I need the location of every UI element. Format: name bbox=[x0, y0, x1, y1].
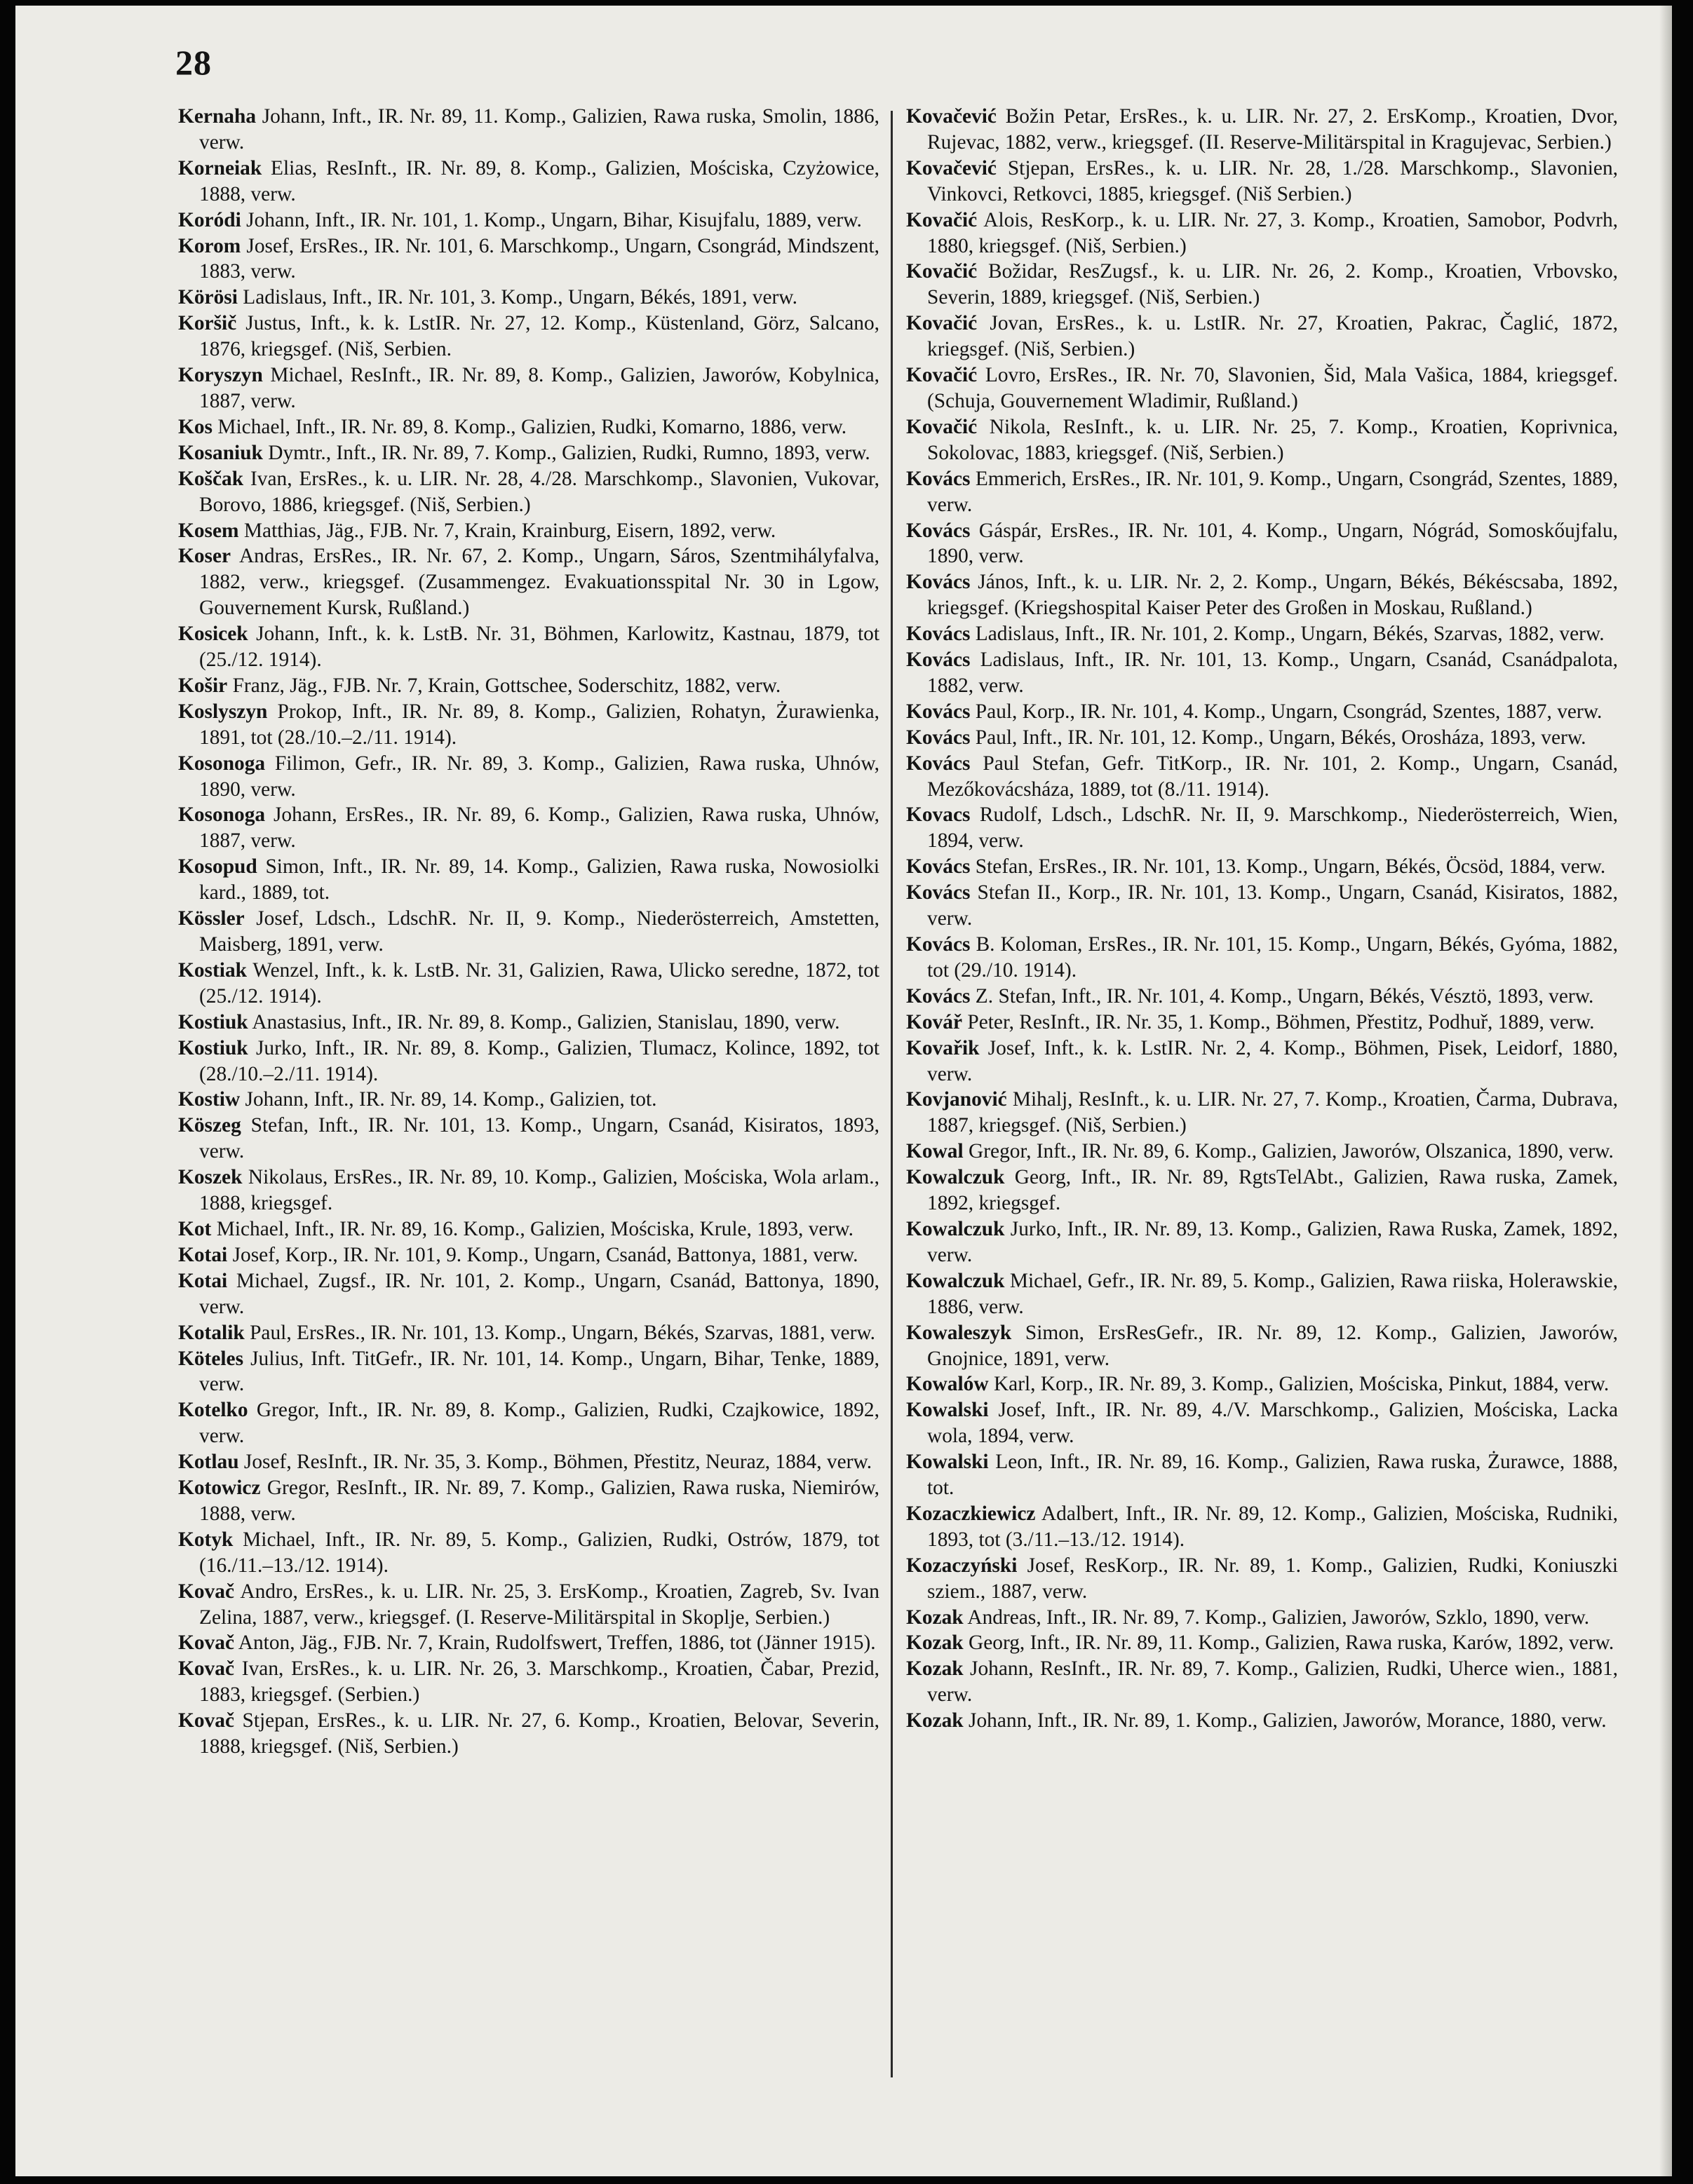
entry-details: Simon, ErsResGefr., IR. Nr. 89, 12. Komp., Galizien, Jaworów, Gnojnice, 1891, verw. bbox=[927, 1321, 1618, 1370]
entry-surname: Koryszyn bbox=[178, 364, 263, 387]
entry-surname: Kosonoga bbox=[178, 752, 266, 775]
entry-details: Johann, ErsRes., IR. Nr. 89, 6. Komp., Galizien, Rawa ruska, Uhnów, 1887, verw. bbox=[199, 803, 879, 853]
entry-details: Ladislaus, Inft., IR. Nr. 101, 2. Komp., Ungarn, Békés, Szarvas, 1882, verw. bbox=[975, 623, 1605, 646]
register-entry bbox=[906, 699, 1618, 725]
register-entry bbox=[906, 984, 1618, 1010]
register-entry bbox=[178, 1449, 879, 1475]
entry-surname: Körösi bbox=[178, 286, 238, 309]
entry-surname: Kot bbox=[178, 1217, 212, 1240]
register-entry bbox=[906, 1320, 1618, 1372]
entry-details: Wenzel, Inft., k. k. LstB. Nr. 31, Galizien, Rawa, Ulicko seredne, 1872, tot (25./12. 1914). bbox=[199, 958, 879, 1008]
document-page bbox=[15, 6, 1672, 2176]
entry-surname: Kozak bbox=[906, 1709, 964, 1732]
entry-details: Elias, ResInft., IR. Nr. 89, 8. Komp., Galizien, Mościska, Czyżowice, 1888, verw. bbox=[199, 156, 879, 205]
register-entry bbox=[178, 543, 879, 621]
entry-surname: Koródi bbox=[178, 208, 241, 231]
register-entry bbox=[178, 1656, 879, 1708]
entry-surname: Kovács bbox=[906, 623, 971, 646]
register-entry bbox=[178, 1579, 879, 1631]
entry-surname: Kovačević bbox=[906, 105, 997, 128]
register-entry bbox=[906, 466, 1618, 518]
entry-details: Johann, Inft., IR. Nr. 101, 1. Komp., Ungarn, Bihar, Kisujfalu, 1889, verw. bbox=[246, 208, 862, 231]
register-entry bbox=[178, 1630, 879, 1656]
register-entry bbox=[906, 1501, 1618, 1553]
entry-details: Ladislaus, Inft., IR. Nr. 101, 3. Komp., Ungarn, Békés, 1891, verw. bbox=[243, 286, 797, 309]
register-entry bbox=[178, 673, 879, 699]
entry-details: Karl, Korp., IR. Nr. 89, 3. Komp., Galizien, Mościska, Pinkut, 1884, verw. bbox=[993, 1373, 1610, 1396]
entry-details: Josef, ResInft., IR. Nr. 35, 3. Komp., Böhmen, Přestitz, Neuraz, 1884, verw. bbox=[243, 1451, 872, 1474]
register-entry bbox=[178, 906, 879, 958]
register-entry bbox=[178, 1708, 879, 1760]
page-edge-shadow bbox=[1659, 6, 1672, 2176]
register-entry bbox=[906, 311, 1618, 362]
entry-details: Gregor, Inft., IR. Nr. 89, 6. Komp., Galizien, Jaworów, Olszanica, 1890, verw. bbox=[969, 1140, 1614, 1163]
register-entry bbox=[906, 1371, 1618, 1397]
entry-details: Mihalj, ResInft., k. u. LIR. Nr. 27, 7. Komp., Kroatien, Čarma, Dubrava, 1887, kriegsgef. (Niš, Serbien.) bbox=[927, 1088, 1618, 1137]
entry-details: Gregor, ResInft., IR. Nr. 89, 7. Komp., Galizien, Rawa ruska, Niemirów, 1888, verw. bbox=[199, 1477, 879, 1525]
entry-details: Georg, Inft., IR. Nr. 89, 11. Komp., Galizien, Rawa ruska, Karów, 1892, verw. bbox=[969, 1632, 1614, 1655]
entry-surname: Kovačević bbox=[906, 156, 997, 179]
entry-surname: Kowaleszyk bbox=[906, 1321, 1012, 1344]
register-entry bbox=[178, 466, 879, 518]
entry-surname: Kovács bbox=[906, 700, 971, 723]
register-entry bbox=[906, 259, 1618, 311]
entry-surname: Kos bbox=[178, 415, 213, 438]
entry-surname: Kowal bbox=[906, 1140, 964, 1163]
register-entry bbox=[906, 932, 1618, 984]
register-entry bbox=[906, 751, 1618, 803]
entry-surname: Kovačić bbox=[906, 260, 978, 283]
entry-surname: Kovačić bbox=[906, 208, 978, 231]
register-entry bbox=[906, 1397, 1618, 1449]
entry-details: Stefan, ErsRes., IR. Nr. 101, 13. Komp., Ungarn, Békés, Öcsöd, 1884, verw. bbox=[975, 855, 1606, 879]
entry-surname: Kovács bbox=[906, 571, 971, 594]
register-entry bbox=[178, 362, 879, 414]
entry-surname: Koslyszyn bbox=[178, 700, 268, 723]
entry-details: Anton, Jäg., FJB. Nr. 7, Krain, Rudolfswert, Treffen, 1886, tot (Jänner 1915). bbox=[238, 1632, 876, 1655]
register-entry bbox=[178, 233, 879, 285]
entry-surname: Kotai bbox=[178, 1269, 228, 1292]
entry-surname: Kovacs bbox=[906, 803, 971, 827]
register-entry bbox=[906, 104, 1618, 156]
entry-surname: Kössler bbox=[178, 907, 245, 930]
entry-details: Josef, Inft., IR. Nr. 89, 4./V. Marschkomp., Galizien, Mościska, Lacka wola, 1894, verw. bbox=[927, 1399, 1618, 1448]
register-entry bbox=[906, 1216, 1618, 1268]
entry-surname: Košir bbox=[178, 674, 228, 697]
entry-surname: Kovács bbox=[906, 933, 971, 956]
entry-details: Stjepan, ErsRes., k. u. LIR. Nr. 28, 1./28. Marschkomp., Slavonien, Vinkovci, Retkovci, 1885, kriegsgef. (Niš Serbien.) bbox=[927, 156, 1618, 205]
register-entry bbox=[906, 725, 1618, 751]
entry-details: Paul Stefan, Gefr. TitKorp., IR. Nr. 101, 2. Komp., Ungarn, Csanád, Mezőkovácsháza, 1889, tot (8./11. 1914). bbox=[927, 752, 1618, 801]
entry-surname: Kovács bbox=[906, 984, 971, 1008]
register-entry bbox=[178, 1397, 879, 1449]
register-entry bbox=[906, 802, 1618, 854]
entry-surname: Kowalczuk bbox=[906, 1269, 1005, 1292]
entry-surname: Kovač bbox=[178, 1580, 234, 1603]
entry-details: Michael, ResInft., IR. Nr. 89, 8. Komp., Galizien, Jaworów, Kobylnica, 1887, verw. bbox=[199, 364, 879, 412]
entry-surname: Kosaniuk bbox=[178, 441, 263, 464]
entry-details: Ivan, ErsRes., k. u. LIR. Nr. 28, 4./28. Marschkomp., Slavonien, Vukovar, Borovo, 1886, kriegsgef. (Niš, Serbien.) bbox=[199, 467, 879, 516]
register-entry bbox=[178, 1087, 879, 1113]
entry-surname: Kovács bbox=[906, 726, 971, 749]
entry-surname: Kotelko bbox=[178, 1399, 248, 1422]
register-entry bbox=[906, 1087, 1618, 1139]
entry-surname: Kovařik bbox=[906, 1036, 980, 1059]
register-entry bbox=[906, 362, 1618, 414]
register-entry bbox=[906, 208, 1618, 259]
register-entry bbox=[178, 1036, 879, 1087]
register-entry bbox=[906, 1630, 1618, 1656]
entry-details: Ivan, ErsRes., k. u. LIR. Nr. 26, 3. Marschkomp., Kroatien, Čabar, Prezid, 1883, kriegsgef. (Serbien.) bbox=[199, 1657, 879, 1707]
entry-details: Jurko, Inft., IR. Nr. 89, 13. Komp., Galizien, Rawa Ruska, Zamek, 1892, verw. bbox=[927, 1217, 1618, 1266]
register-entry bbox=[178, 1242, 879, 1268]
register-entry bbox=[906, 880, 1618, 932]
register-entry bbox=[178, 1527, 879, 1579]
entry-surname: Kovač bbox=[178, 1709, 234, 1732]
register-entry bbox=[178, 285, 879, 311]
entry-surname: Kostiuk bbox=[178, 1036, 248, 1059]
entry-details: Z. Stefan, Inft., IR. Nr. 101, 4. Komp., Ungarn, Békés, Vésztö, 1893, verw. bbox=[975, 984, 1594, 1008]
entry-details: Johann, ResInft., IR. Nr. 89, 7. Komp., Galizien, Rudki, Uherce wien., 1881, verw. bbox=[927, 1657, 1618, 1707]
entry-surname: Kozaczkiewicz bbox=[906, 1502, 1036, 1525]
entry-surname: Kotowicz bbox=[178, 1477, 261, 1500]
entry-surname: Kostiw bbox=[178, 1088, 241, 1111]
entry-surname: Köszeg bbox=[178, 1114, 241, 1137]
register-entry bbox=[178, 802, 879, 854]
register-entry bbox=[178, 751, 879, 803]
entry-details: Lovro, ErsRes., IR. Nr. 70, Slavonien, Šid, Mala Vašica, 1884, kriegsgef. (Schuja, Gouvernement Wladimir, Rußland.) bbox=[927, 364, 1618, 412]
register-entry bbox=[178, 958, 879, 1010]
entry-surname: Kozaczyński bbox=[906, 1554, 1018, 1577]
entry-surname: Kowalski bbox=[906, 1399, 989, 1422]
entry-details: Michael, Inft., IR. Nr. 89, 16. Komp., Galizien, Mościska, Krule, 1893, verw. bbox=[216, 1217, 854, 1240]
entry-details: Georg, Inft., IR. Nr. 89, RgtsTelAbt., Galizien, Rawa ruska, Zamek, 1892, kriegsgef. bbox=[927, 1166, 1618, 1215]
right-column bbox=[906, 104, 1618, 1734]
register-entry bbox=[906, 647, 1618, 699]
register-entry bbox=[178, 440, 879, 466]
entry-surname: Kosopud bbox=[178, 855, 257, 879]
register-entry bbox=[178, 518, 879, 544]
entry-details: Josef, Ldsch., LdschR. Nr. II, 9. Komp., Niederösterreich, Amstetten, Maisberg, 1891, verw. bbox=[199, 907, 879, 956]
entry-details: Gregor, Inft., IR. Nr. 89, 8. Komp., Galizien, Rudki, Czajkowice, 1892, verw. bbox=[199, 1399, 879, 1448]
entry-details: Johann, Inft., IR. Nr. 89, 14. Komp., Galizien, tot. bbox=[245, 1088, 657, 1111]
entry-details: Stjepan, ErsRes., k. u. LIR. Nr. 27, 6. Komp., Kroatien, Belovar, Severin, 1888, kriegsgef. (Niš, Serbien.) bbox=[199, 1709, 879, 1758]
register-entry bbox=[178, 1320, 879, 1346]
entry-details: Johann, Inft., IR. Nr. 89, 1. Komp., Galizien, Jaworów, Morance, 1880, verw. bbox=[969, 1709, 1607, 1732]
entry-details: Dymtr., Inft., IR. Nr. 89, 7. Komp., Galizien, Rudki, Rumno, 1893, verw. bbox=[268, 441, 870, 464]
register-entry bbox=[178, 208, 879, 233]
entry-surname: Koščak bbox=[178, 467, 244, 490]
register-entry bbox=[178, 414, 879, 440]
entry-surname: Kowalczuk bbox=[906, 1217, 1005, 1240]
entry-details: Nikola, ResInft., k. u. LIR. Nr. 25, 7. Komp., Kroatien, Koprivnica, Sokolovac, 1883, kriegsgef. (Niš, Serbien.) bbox=[927, 415, 1618, 464]
entry-surname: Kovács bbox=[906, 467, 971, 490]
entry-surname: Kosicek bbox=[178, 623, 248, 646]
register-entry bbox=[178, 1010, 879, 1036]
entry-surname: Kowalów bbox=[906, 1373, 989, 1396]
register-entry bbox=[906, 156, 1618, 208]
entry-surname: Kotalik bbox=[178, 1321, 245, 1344]
entry-details: Julius, Inft. TitGefr., IR. Nr. 101, 14. Komp., Ungarn, Bihar, Tenke, 1889, verw. bbox=[199, 1347, 879, 1396]
entry-surname: Kovács bbox=[906, 649, 971, 672]
entry-surname: Kovačić bbox=[906, 312, 978, 335]
entry-details: Jovan, ErsRes., k. u. LstIR. Nr. 27, Kroatien, Pakrac, Čaglić, 1872, kriegsgef. (Niš, Serbien.) bbox=[927, 312, 1618, 361]
register-entry bbox=[906, 518, 1618, 570]
entry-details: Stefan, Inft., IR. Nr. 101, 13. Komp., Ungarn, Csanád, Kisiratos, 1893, verw. bbox=[199, 1114, 879, 1163]
entry-surname: Kovács bbox=[906, 855, 971, 879]
register-entry bbox=[906, 1010, 1618, 1036]
register-entry bbox=[906, 1165, 1618, 1216]
register-entry bbox=[178, 1475, 879, 1527]
entry-surname: Kozak bbox=[906, 1657, 964, 1681]
entry-details: Andro, ErsRes., k. u. LIR. Nr. 25, 3. ErsKomp., Kroatien, Zagreb, Sv. Ivan Zelina, 1887, verw., kriegsgef. (I. Reserve-Militärspital in Skoplje, Serbien.) bbox=[199, 1580, 879, 1629]
entry-surname: Kozak bbox=[906, 1606, 964, 1629]
register-entry bbox=[178, 1165, 879, 1216]
entry-details: Paul, ErsRes., IR. Nr. 101, 13. Komp., Ungarn, Békés, Szarvas, 1881, verw. bbox=[250, 1321, 876, 1344]
entry-details: Michael, Inft., IR. Nr. 89, 8. Komp., Galizien, Rudki, Komarno, 1886, verw. bbox=[217, 415, 847, 438]
entry-surname: Kernaha bbox=[178, 105, 257, 128]
entry-details: Johann, Inft., IR. Nr. 89, 11. Komp., Galizien, Rawa ruska, Smolin, 1886, verw. bbox=[199, 105, 879, 154]
entry-details: Justus, Inft., k. k. LstIR. Nr. 27, 12. Komp., Küstenland, Görz, Salcano, 1876, kriegsgef. (Niš, Serbien. bbox=[199, 312, 879, 361]
page-number: 28 bbox=[175, 43, 212, 82]
register-entry bbox=[906, 1553, 1618, 1605]
entry-details: Peter, ResInft., IR. Nr. 35, 1. Komp., Böhmen, Přestitz, Podhuř, 1889, verw. bbox=[967, 1010, 1595, 1033]
entry-details: B. Koloman, ErsRes., IR. Nr. 101, 15. Komp., Ungarn, Békés, Gyóma, 1882, tot (29./10. 1914). bbox=[927, 933, 1618, 982]
entry-details: Nikolaus, ErsRes., IR. Nr. 89, 10. Komp., Galizien, Mościska, Wola arlam., 1888, kriegsgef. bbox=[199, 1166, 879, 1215]
register-entry bbox=[178, 621, 879, 673]
entry-details: Božin Petar, ErsRes., k. u. LIR. Nr. 27, 2. ErsKomp., Kroatien, Dvor, Rujevac, 1882, verw., kriegsgef. (II. Reserve-Militärspital in Kragujevac, Serbien.) bbox=[927, 105, 1618, 154]
register-entry bbox=[906, 1605, 1618, 1631]
entry-surname: Kowalski bbox=[906, 1451, 989, 1474]
entry-details: Matthias, Jäg., FJB. Nr. 7, Krain, Krainburg, Eisern, 1892, verw. bbox=[243, 519, 776, 542]
register-entry bbox=[906, 414, 1618, 466]
register-entry bbox=[906, 854, 1618, 880]
left-column bbox=[178, 104, 879, 1760]
entry-details: Rudolf, Ldsch., LdschR. Nr. II, 9. Marschkomp., Niederösterreich, Wien, 1894, verw. bbox=[927, 803, 1618, 853]
entry-surname: Kovjanović bbox=[906, 1088, 1007, 1111]
entry-surname: Koršič bbox=[178, 312, 237, 335]
entry-details: Ladislaus, Inft., IR. Nr. 101, 13. Komp., Ungarn, Csanád, Csanádpalota, 1882, verw. bbox=[927, 649, 1619, 697]
entry-details: Božidar, ResZugsf., k. u. LIR. Nr. 26, 2. Komp., Kroatien, Vrbovsko, Severin, 1889, kriegsgef. (Niš, Serbien.) bbox=[927, 260, 1618, 309]
entry-details: Emmerich, ErsRes., IR. Nr. 101, 9. Komp., Ungarn, Csongrád, Szentes, 1889, verw. bbox=[927, 467, 1618, 516]
entry-details: Paul, Korp., IR. Nr. 101, 4. Komp., Ungarn, Csongrád, Szentes, 1887, verw. bbox=[975, 700, 1603, 723]
entry-details: Michael, Inft., IR. Nr. 89, 5. Komp., Galizien, Rudki, Ostrów, 1879, tot (16./11.–13./12. 1914). bbox=[199, 1528, 879, 1577]
register-entry bbox=[906, 1036, 1618, 1087]
register-entry bbox=[178, 854, 879, 906]
register-entry bbox=[906, 621, 1618, 647]
register-entry bbox=[178, 1268, 879, 1320]
register-entry bbox=[906, 1268, 1618, 1320]
register-entry bbox=[178, 311, 879, 362]
entry-surname: Kotyk bbox=[178, 1528, 234, 1551]
entry-surname: Kozak bbox=[906, 1632, 964, 1655]
register-entry bbox=[906, 1708, 1618, 1734]
entry-details: Adalbert, Inft., IR. Nr. 89, 12. Komp., Galizien, Mościska, Rudniki, 1893, tot (3./11.–13./12. 1914). bbox=[927, 1502, 1618, 1551]
register-entry bbox=[906, 1656, 1618, 1708]
entry-surname: Kovács bbox=[906, 881, 971, 904]
entry-details: Andras, ErsRes., IR. Nr. 67, 2. Komp., Ungarn, Sáros, Szentmihályfalva, 1882, verw., kriegsgef. (Zusammengez. Evakuationsspital Nr. 30 in Lgow, Gouvernement Kursk, Rußland.) bbox=[199, 545, 879, 620]
register-entry bbox=[178, 1113, 879, 1165]
entry-surname: Kotai bbox=[178, 1243, 228, 1266]
entry-details: Josef, Korp., IR. Nr. 101, 9. Komp., Ungarn, Csanád, Battonya, 1881, verw. bbox=[232, 1243, 858, 1266]
entry-details: Franz, Jäg., FJB. Nr. 7, Krain, Gottschee, Soderschitz, 1882, verw. bbox=[232, 674, 781, 697]
entry-details: Filimon, Gefr., IR. Nr. 89, 3. Komp., Galizien, Rawa ruska, Uhnów, 1890, verw. bbox=[199, 752, 879, 801]
entry-surname: Kovács bbox=[906, 519, 971, 542]
entry-surname: Kovács bbox=[906, 752, 971, 775]
entry-surname: Koser bbox=[178, 545, 231, 568]
entry-details: Michael, Zugsf., IR. Nr. 101, 2. Komp., Ungarn, Csanád, Battonya, 1890, verw. bbox=[199, 1269, 879, 1318]
entry-details: Paul, Inft., IR. Nr. 101, 12. Komp., Ungarn, Békés, Orosháza, 1893, verw. bbox=[975, 726, 1586, 749]
register-entry bbox=[178, 156, 879, 208]
entry-details: Michael, Gefr., IR. Nr. 89, 5. Komp., Galizien, Rawa riiska, Holerawskie, 1886, verw. bbox=[927, 1269, 1618, 1318]
entry-details: Gáspár, ErsRes., IR. Nr. 101, 4. Komp., Ungarn, Nógrád, Somoskőujfalu, 1890, verw. bbox=[927, 519, 1618, 568]
entry-surname: Kovač bbox=[178, 1657, 234, 1681]
register-entry bbox=[178, 104, 879, 156]
entry-surname: Kovář bbox=[906, 1010, 962, 1033]
entry-details: Anastasius, Inft., IR. Nr. 89, 8. Komp., Galizien, Stanislau, 1890, verw. bbox=[252, 1010, 840, 1033]
entry-details: János, Inft., k. u. LIR. Nr. 2, 2. Komp., Ungarn, Békés, Békéscsaba, 1892, kriegsgef. (Kriegshospital Kaiser Peter des Großen in Moskau, Rußland.) bbox=[927, 571, 1618, 620]
register-entry bbox=[178, 699, 879, 751]
entry-surname: Kostiak bbox=[178, 958, 247, 982]
entry-surname: Koszek bbox=[178, 1166, 243, 1189]
entry-surname: Kosem bbox=[178, 519, 239, 542]
entry-details: Josef, Inft., k. k. LstIR. Nr. 2, 4. Komp., Böhmen, Pisek, Leidorf, 1880, verw. bbox=[927, 1036, 1618, 1085]
entry-surname: Korneiak bbox=[178, 156, 262, 179]
register-entry bbox=[178, 1216, 879, 1242]
register-entry bbox=[906, 1139, 1618, 1165]
register-entry bbox=[906, 1449, 1618, 1501]
entry-surname: Korom bbox=[178, 234, 241, 257]
entry-details: Johann, Inft., k. k. LstB. Nr. 31, Böhmen, Karlowitz, Kastnau, 1879, tot (25./12. 1914). bbox=[199, 623, 879, 672]
entry-details: Andreas, Inft., IR. Nr. 89, 7. Komp., Galizien, Jaworów, Szklo, 1890, verw. bbox=[967, 1606, 1590, 1629]
entry-surname: Kostiuk bbox=[178, 1010, 248, 1033]
register-entry bbox=[178, 1346, 879, 1398]
entry-surname: Kowalczuk bbox=[906, 1166, 1005, 1189]
entry-surname: Kovačić bbox=[906, 415, 978, 438]
entry-surname: Kotlau bbox=[178, 1451, 239, 1474]
entry-surname: Köteles bbox=[178, 1347, 244, 1370]
entry-surname: Kovač bbox=[178, 1632, 234, 1655]
entry-details: Josef, ResKorp., IR. Nr. 89, 1. Komp., Galizien, Rudki, Koniuszki sziem., 1887, verw. bbox=[927, 1554, 1618, 1603]
entry-details: Simon, Inft., IR. Nr. 89, 14. Komp., Galizien, Rawa ruska, Nowosiolki kard., 1889, tot. bbox=[199, 855, 879, 904]
entry-surname: Kosonoga bbox=[178, 803, 266, 827]
column-divider bbox=[891, 111, 893, 2077]
entry-details: Josef, ErsRes., IR. Nr. 101, 6. Marschkomp., Ungarn, Csongrád, Mindszent, 1883, verw. bbox=[199, 234, 879, 283]
entry-surname: Kovačić bbox=[906, 364, 978, 387]
register-entry bbox=[906, 569, 1618, 621]
entry-details: Alois, ResKorp., k. u. LIR. Nr. 27, 3. Komp., Kroatien, Samobor, Podvrh, 1880, kriegsgef. (Niš, Serbien.) bbox=[927, 208, 1618, 257]
entry-details: Prokop, Inft., IR. Nr. 89, 8. Komp., Galizien, Rohatyn, Żurawienka, 1891, tot (28./10.–2./11. 1914). bbox=[199, 700, 879, 749]
entry-details: Stefan II., Korp., IR. Nr. 101, 13. Komp., Ungarn, Csanád, Kisiratos, 1882, verw. bbox=[927, 881, 1618, 930]
entry-details: Jurko, Inft., IR. Nr. 89, 8. Komp., Galizien, Tlumacz, Kolince, 1892, tot (28./10.–2./11. 1914). bbox=[199, 1036, 879, 1085]
entry-details: Leon, Inft., IR. Nr. 89, 16. Komp., Galizien, Rawa ruska, Żurawce, 1888, tot. bbox=[927, 1451, 1618, 1500]
